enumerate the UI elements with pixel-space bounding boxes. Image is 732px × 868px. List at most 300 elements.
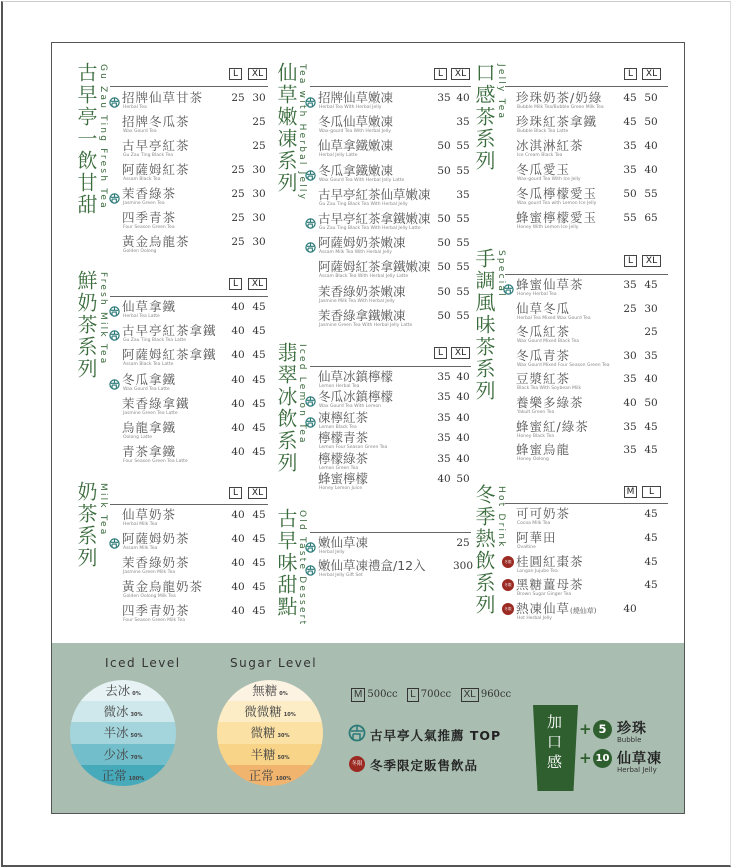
price-xl: 30 [252,164,266,176]
price-l: 40 [231,533,245,545]
price-l: 40 [437,473,451,485]
section-divider [310,366,471,367]
menu-item-name [318,91,393,105]
menu-item-name [318,309,406,323]
menu-item-en: Wax-gourd Tea With Herbal Jelly [319,129,391,134]
price-l: 45 [644,579,658,591]
price-xl: 50 [644,397,658,409]
size-volume: 500cc [367,689,398,700]
menu-item-name [122,604,190,618]
price-l: 40 [231,398,245,410]
section-title: 翡翠冰飲系列 [274,342,298,474]
recommend-icon [305,93,316,104]
price-l: 50 [623,188,637,200]
item-name-text: 檸檬青茶 [318,430,369,445]
menu-item-en: Assam Milk Tea With Herbal Jelly [319,250,392,255]
section-title: 手調風味茶系列 [472,248,496,402]
section-divider [505,503,668,504]
recommend-icon [305,392,316,403]
menu-item-en: Assam Black Tea Latte [123,362,174,367]
price-l: 50 [437,286,451,298]
price-l: 40 [231,325,245,337]
item-name-text: 冬瓜拿鐵嫩凍 [318,163,394,178]
price-xl: 40 [456,371,470,383]
menu-item-en: Herbal Jelly Gift Set [319,573,363,578]
item-name-text: 黃金烏龍茶 [122,234,190,249]
price-xl: 35 [456,189,470,201]
menu-item-en: Wax Gourd Mixed Black Tea [517,339,579,344]
price-xl: 55 [644,188,658,200]
item-name-text: 嫩仙草凍禮盒/12入 [318,558,426,573]
price-xl: 30 [252,236,266,248]
item-name-text: 四季青茶 [122,210,177,225]
menu-item-en: Herbal Milk Tea [123,522,158,527]
section-title-en: Hot Drink [496,486,506,549]
item-name-text: 茉香綠拿鐵嫩凍 [318,308,406,323]
price-xl: 55 [456,310,470,322]
item-name-text: 古早亭紅茶拿鐵 [122,323,217,338]
price-l: 35 [623,140,637,152]
price-xl: 45 [252,374,266,386]
menu-item-name [122,163,190,177]
section-title: 口感茶系列 [472,62,496,172]
menu-item-name [318,472,368,486]
price-xl: 45 [252,349,266,361]
section-title-en: Iced Lemon Tea [297,344,307,445]
price-l: 25 [231,236,245,248]
level-percent: 0% [279,691,288,697]
price-l: 55 [623,212,637,224]
item-name-text: 茉香綠拿鐵 [122,396,190,411]
price-xl: 30 [252,92,266,104]
menu-item-name [318,139,393,153]
price-xl: 40 [456,92,470,104]
level-name: 去冰 [105,683,131,698]
price-l: 35 [623,373,637,385]
menu-item-name [318,536,368,550]
iced-level-title: Iced Level [105,656,181,670]
menu-item-en: Assam Black Tea [123,177,161,182]
recommend-icon [305,538,316,549]
price-xl: 55 [456,237,470,249]
item-note: (燒仙草) [570,607,597,615]
price-xl: 45 [252,398,266,410]
menu-item-en: Wax Gourd Tea [123,129,157,134]
item-name-text: 仙草拿鐵 [122,299,177,314]
price-l: 25 [623,303,637,315]
price-l: 45 [623,116,637,128]
price-l: 40 [231,374,245,386]
recommend-icon [109,189,120,200]
item-name-text: 古早亭紅茶 [122,138,190,153]
item-name-text: 古早亭紅茶拿鐵嫩凍 [318,211,431,226]
size-volume: 700cc [420,689,452,700]
plus-icon: + [579,749,592,767]
price-xl: 40 [644,164,658,176]
menu-item-en: Jasmine Green Tea With Herbal Jelly Latte [319,323,413,328]
menu-item-en: Herbal Jelly [319,550,345,555]
price-l: 35 [437,391,451,403]
menu-item-en: Gu Zau Ting Black Tea With Herbal Jelly [319,202,408,207]
price-xl: 45 [252,533,266,545]
size-header: L [434,347,447,359]
price-xl: 55 [456,165,470,177]
item-name-text: 阿薩姆紅茶拿鐵 [122,347,217,362]
menu-item-name [318,188,431,202]
section-title: 古早亭一飲甘甜 [74,62,98,216]
item-name-text: 茉香綠奶茶嫩凍 [318,284,406,299]
menu-item-en: Gu Zau Ting Black Tea With Herbal Jelly Latte [319,226,421,231]
item-name-text: 冬瓜仙草嫩凍 [318,114,394,129]
addon-name-jelly: 仙草凍 [617,751,662,767]
sugar-level-title: Sugar Level [230,656,318,670]
menu-item-en: Black Tea With Soybean Milk [517,386,582,391]
price-single: 300 [452,560,474,572]
price-l: 35 [437,371,451,383]
price-xl: 35 [456,116,470,128]
item-name-text: 珍珠紅茶拿鐵 [516,114,598,129]
price-l: 35 [437,412,451,424]
recommend-icon [109,534,120,545]
menu-item-name [516,396,584,410]
menu-item-en: Honey With Lemon Ice Jelly [517,225,579,230]
winter-legend: 冬季限定販售飲品 [370,758,479,773]
menu-item-name [122,397,190,411]
item-name-text: 烏龍拿鐵 [122,420,177,435]
price-xl: 65 [644,212,658,224]
item-name-text: 招牌冬瓜茶 [122,114,190,129]
menu-item-en: Golden Oolong Milk Tea [123,594,176,599]
price-xl: 45 [644,279,658,291]
price-xl: 45 [252,446,266,458]
winter-limited-icon: 冬限 [502,579,514,591]
size-header: XL [248,278,267,290]
menu-item-name [318,559,426,573]
size-header: L [624,255,637,267]
item-name-text: 青茶拿鐵 [122,444,177,459]
addon-price-jelly: 10 [593,749,612,768]
size-header: L [229,278,242,290]
menu-item-en: Bubble Milk Tea/Bubble Green Milk Tea [517,105,604,110]
menu-item-en: Herbal Tea With Herbal Jelly [319,105,382,110]
menu-item-en: Cocoa Milk Tea [517,521,551,526]
price-xl: 40 [456,412,470,424]
price-l: 45 [644,508,658,520]
price-l: 35 [623,164,637,176]
menu-item-en: Four Season Green Milk Tea [123,618,186,623]
item-name-text: 冬瓜冰鎮檸檬 [318,389,394,404]
menu-item-en: Wax Gourd Tea With Herbal Jelly Latte [319,178,405,183]
price-xl: 45 [252,557,266,569]
item-name-text: 阿華田 [516,530,557,545]
recommend-logo-icon [348,724,366,742]
menu-item-name [516,302,570,316]
size-header: L [624,68,637,80]
item-name-text: 招牌仙草嫩凍 [318,90,394,105]
item-name-text: 仙草奶茶 [122,507,177,522]
price-l: 50 [437,165,451,177]
level-name: 微冰 [103,704,129,720]
menu-item-name [516,325,570,339]
menu-item-en: Bubble Black Tea Latte [517,129,569,134]
menu-item-name [122,421,176,435]
price-xl: 40 [644,373,658,385]
menu-item-name [516,115,597,129]
section-title: 奶茶系列 [74,481,98,569]
size-volume: 960cc [480,689,512,700]
price-xl: 45 [252,605,266,617]
section-title-en: Tea with Herbal Jelly [297,64,307,202]
level-percent: 10% [283,712,296,719]
price-xl: 40 [456,453,470,465]
menu-item-en: Jasmine Green Tea Latte [123,411,178,416]
item-name-text: 蜂蜜檸檬 [318,471,369,486]
menu-item-name [122,115,190,129]
menu-item-en: Honey Herbal Tea [517,292,557,297]
item-name-text: 黑糖薑母茶 [516,577,584,592]
price-l: 35 [623,279,637,291]
section-divider [110,86,268,87]
menu-item-name [318,285,406,299]
size-header: XL [248,68,267,80]
price-l: 40 [231,605,245,617]
price-l: 50 [437,237,451,249]
size-header: XL [451,68,470,80]
price-l: 35 [623,421,637,433]
menu-item-name [122,211,176,225]
menu-item-name [516,507,570,521]
item-name-text: 可可奶茶 [516,506,571,521]
menu-item-en: Herbal Tea Latte [123,314,160,319]
level-percent: 70% [130,754,143,761]
price-l: 40 [231,422,245,434]
item-name-text: 茉香綠奶茶 [122,555,190,570]
price-l: 50 [437,140,451,152]
recommend-icon [305,166,316,177]
item-name-text: 茉香綠茶 [122,186,177,201]
item-name-text: 蜂蜜紅/綠茶 [516,419,589,434]
menu-item-name [318,411,368,425]
menu-item-name [516,578,584,592]
item-name-text: 仙草拿鐵嫩凍 [318,138,394,153]
price-xl: 45 [252,325,266,337]
section-title: 冬季熱飲系列 [472,484,496,616]
level-percent: 50% [277,754,290,761]
size-code: L [407,688,419,702]
price-l: 35 [623,444,637,456]
price-xl: 50 [644,116,658,128]
addon-price-bubble: 5 [593,720,612,739]
menu-item-name [318,236,406,250]
sugar-level-option [217,722,323,743]
menu-item-en: Yakult Green Tea [517,410,555,415]
menu-item-en: Gu Zau Ting Black Tea [123,153,174,158]
winter-badge-icon: 冬限 [349,756,365,772]
price-l: 40 [231,446,245,458]
menu-item-name [516,420,589,434]
price-xl: 45 [644,444,658,456]
price-xl: 40 [456,391,470,403]
menu-item-en: Four Season Green Tea Latte [123,459,188,464]
iced-level-chart [70,680,176,786]
item-name-text: 養樂多綠茶 [516,395,584,410]
size-code: M [351,688,365,702]
item-name-text: 冬瓜愛玉 [516,162,571,177]
item-name-text: 阿薩姆紅茶拿鐵嫩凍 [318,259,431,274]
menu-item-en: Jasmine Green Milk Tea [123,570,176,575]
section-title-en: Gu Zau Ting Fresh Tea [98,64,108,210]
menu-item-en: Honey Oolong [517,457,549,462]
winter-limited-icon: 冬限 [502,603,514,615]
section-title: 鮮奶茶系列 [74,270,98,380]
menu-item-en: Lemon Four Season Green Tea [319,445,388,450]
menu-item-name [516,91,602,105]
item-name-text: 熱凍仙草 [516,601,571,616]
recommend-icon [503,280,514,291]
menu-item-en: Lemon Herbal Tea [319,384,360,389]
price-l: 45 [644,532,658,544]
menu-item-en: Lemon Black Tea [319,425,357,430]
menu-item-en: Assam Milk Tea [123,546,158,551]
item-name-text: 凍檸紅茶 [318,410,369,425]
menu-item-en: Wax-gourd Tea With Ice Jelly [517,177,581,182]
level-name: 少冰 [103,746,129,762]
addon-en-jelly: Herbal Jelly [617,766,657,774]
section-title-en: Special [496,250,506,298]
section-title-en: Fresh Milk Tea [98,272,108,366]
price-xl: 30 [644,303,658,315]
iced-level-option [70,701,176,722]
size-code: XL [461,688,479,702]
level-percent: 30% [277,733,290,740]
price-l: 50 [437,213,451,225]
section-title: 仙草嫩凍系列 [274,62,298,194]
recommend-icon [305,238,316,249]
size-header: XL [642,68,661,80]
level-name: 半冰 [103,725,129,741]
recommend-icon [109,375,120,386]
menu-item-name [516,349,570,363]
item-name-text: 冬瓜拿鐵 [122,372,177,387]
plus-icon: + [579,720,592,738]
menu-item-en: Wax gourd Tea with Lemon Ice Jelly [517,201,597,206]
recommend-icon [109,93,120,104]
item-name-text: 冬瓜青茶 [516,348,571,363]
size-header: L [229,487,242,499]
item-name-text: 冰淇淋紅茶 [516,138,584,153]
menu-item-en: Herbal Jelly Latte [319,153,358,158]
item-name-text: 黃金烏龍奶茶 [122,579,204,594]
menu-item-name [516,531,557,545]
item-name-text: 招牌仙草甘茶 [122,90,204,105]
item-name-text: 蜂蜜仙草茶 [516,277,584,292]
sugar-level-chart [217,680,323,786]
price-xl: 55 [456,261,470,273]
size-header: XL [642,255,661,267]
price-xl: 50 [456,473,470,485]
price-l: 25 [231,188,245,200]
price-l: 35 [437,432,451,444]
menu-item-en: Lemon Green Tea [319,466,359,471]
menu-item-name [318,115,393,129]
level-name: 正常 [248,767,274,783]
menu-item-en: Gu Zau Ting Black Tea Latte [123,338,186,343]
section-divider [310,532,471,533]
price-l: 45 [623,92,637,104]
menu-item-name [516,139,584,153]
addon-label: 加口感 [545,714,563,774]
price-xl: 50 [644,92,658,104]
menu-item-name [318,370,393,384]
menu-item-name [318,390,393,404]
price-l: 25 [231,164,245,176]
recommend-legend: 古早亭人氣推薦 TOP [370,728,502,743]
item-name-text: 仙草冬瓜 [516,301,571,316]
section-title-en: Milk Tea [98,483,108,537]
item-name-text: 四季青奶茶 [122,603,190,618]
price-xl: 45 [252,581,266,593]
price-l: 50 [437,310,451,322]
section-divider [110,296,268,297]
menu-item-name [122,187,176,201]
item-name-text: 蜂蜜檸檬愛玉 [516,210,598,225]
addon-name-bubble: 珍珠 [617,721,647,737]
item-name-text: 豆漿紅茶 [516,371,571,386]
price-xl: 25 [252,116,266,128]
menu-item-name [516,555,584,569]
menu-item-en: Brown Sugar Ginger Tea [517,592,572,597]
size-header: M [624,486,637,498]
price-xl: 45 [252,509,266,521]
price-xl: 40 [644,140,658,152]
size-header: L [434,68,447,80]
section-divider [310,86,471,87]
level-percent: 100% [275,775,292,782]
menu-item-name [122,373,176,387]
price-l: 40 [231,349,245,361]
menu-item-name [122,300,176,314]
price-xl: 35 [644,350,658,362]
price-m: 40 [623,603,637,615]
menu-item-en: Oolong Latte [123,435,152,440]
price-l: 25 [231,92,245,104]
recommend-icon [305,413,316,424]
size-header: L [642,486,661,498]
price-xl: 30 [252,188,266,200]
section-title-en: Jelly Tea [496,64,506,121]
menu-item-en: Four Season Green Tea [123,225,175,230]
menu-item-en: Wax Gourd Tea Latte [123,387,170,392]
menu-item-name [122,580,203,594]
level-name: 無糖 [252,683,278,698]
item-name-text: 古早亭紅茶仙草嫩凍 [318,187,431,202]
price-xl: 40 [456,432,470,444]
level-percent: 0% [132,691,141,697]
item-name-text: 珍珠奶茶/奶綠 [516,90,603,105]
level-percent: 30% [130,712,143,719]
menu-item-name [122,556,190,570]
item-name-text: 蜂蜜烏龍 [516,442,571,457]
section-title-en: Old Taste Dessert [297,510,307,627]
menu-item-name [318,452,368,466]
menu-item-en: Jasmine Milk Tea With Herbal Jelly [319,299,395,304]
menu-item-en: Hot Herbal Jelly [517,616,552,621]
size-legend [351,688,511,702]
menu-item-name [122,445,176,459]
recommend-icon [305,561,316,572]
item-name-text: 仙草冰鎮檸檬 [318,369,394,384]
menu-item-en: Longan Jujube Tea [517,569,558,574]
